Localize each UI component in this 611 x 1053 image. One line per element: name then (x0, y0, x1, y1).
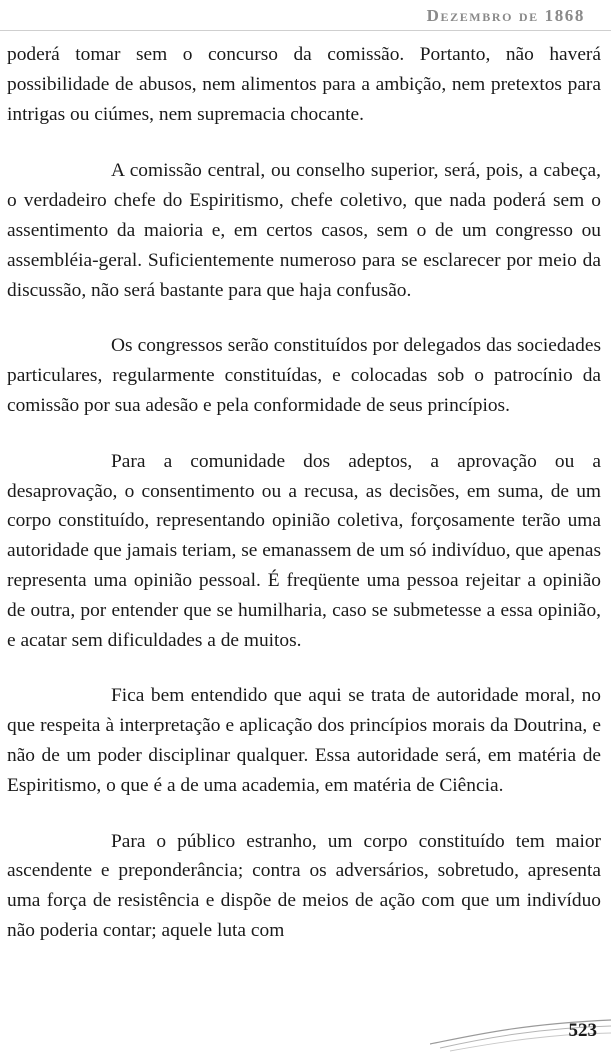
paragraph: Os congressos serão constituídos por delegados das sociedades particulares, regularmente constituídas, e colocadas sob o patrocínio da comissão por sua adesão e pela conformidade de seus princípios. (7, 335, 601, 416)
paragraph: Para a comunidade dos adeptos, a aprovação ou a desaprovação, o consentimento ou a recusa, as decisões, em suma, de um corpo constituído, representando opinião coletiva, forçosamente terão uma autoridade que jamais teriam, se emanassem de um só indivíduo, que apenas representa uma opinião pessoal. É freqüente uma pessoa rejeitar a opinião de outra, por entender que se humilharia, caso se submetesse a essa opinião, e acatar sem dificuldades a de muitos. (7, 450, 601, 651)
page-number: 523 (568, 1020, 597, 1041)
paragraph-continuation: poderá tomar sem o concurso da comissão. Portanto, não haverá possibilidade de abusos, nem alimentos para a ambição, nem pretextos para intrigas ou ciúmes, nem supremacia chocante. (7, 44, 601, 125)
paragraph: A comissão central, ou conselho superior, será, pois, a cabeça, o verdadeiro chefe do Espiritismo, chefe coletivo, que nada poderá sem o assentimento da maioria e, em certos casos, sem o de um congresso ou assembléia-geral. Suficientemente numeroso para se esclarecer por meio da discussão, não será bastante para que haja confusão. (7, 160, 601, 301)
body-text (7, 40, 601, 972)
header-rule (0, 30, 611, 31)
paragraph: Fica bem entendido que aqui se trata de autoridade moral, no que respeita à interpretação e aplicação dos princípios morais da Doutrina, e não de um poder disciplinar qualquer. Essa autoridade será, em matéria de Espiritismo, o que é a de uma academia, em matéria de Ciência. (7, 685, 601, 796)
running-header: Dezembro de 1868 (426, 6, 585, 25)
paragraph: Para o público estranho, um corpo constituído tem maior ascendente e preponderância; contra os adversários, sobretudo, apresenta uma força de resistência e dispõe de meios de ação com que um indivíduo não poderia contar; aquele luta com (7, 830, 601, 941)
